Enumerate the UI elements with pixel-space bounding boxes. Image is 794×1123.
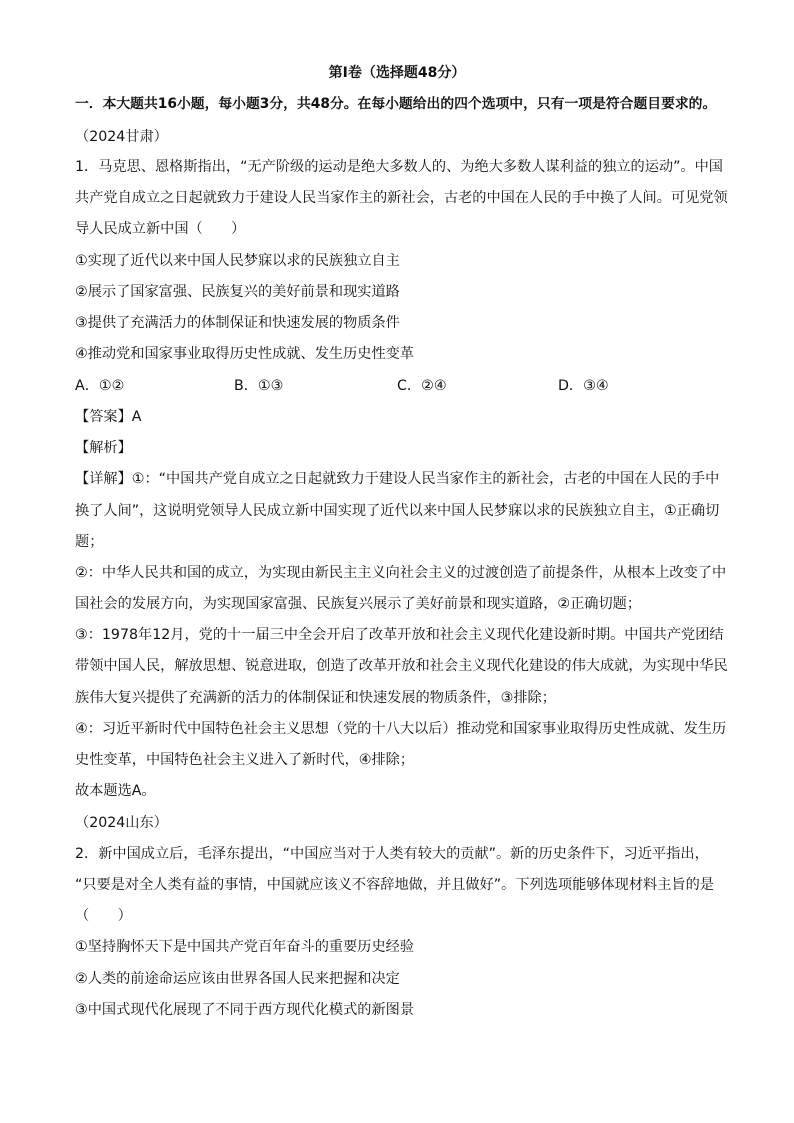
q1-stem-line: 共产党自成立之日起就致力于建设人民当家作主的新社会，古老的中国在人民的手中换了人间。可见党领 <box>75 190 728 206</box>
q1-option-a: A．①② <box>75 378 125 394</box>
q1-statement: ④推动党和国家事业取得历史性成就、发生历史性变革 <box>75 346 415 362</box>
q1-statement: ①实现了近代以来中国人民梦寐以求的民族独立自主 <box>75 253 400 269</box>
q1-option-d: D．③④ <box>558 378 609 394</box>
q1-analysis-line: 换了人间”，这说明党领导人民成立新中国实现了近代以来中国人民梦寐以求的民族独立自主，①正确切 <box>75 503 720 519</box>
q1-option-c: C．②④ <box>397 378 447 394</box>
q1-stem-line: 导人民成立新中国（ ） <box>75 221 246 237</box>
q2-stem-line: “只要是对全人类有益的事情，中国就应该义不容辞地做，并且做好”。下列选项能够体现材料主旨的是 <box>75 877 714 893</box>
q1-answer: 【答案】A <box>75 409 142 425</box>
q1-option-b: B．①③ <box>234 378 284 394</box>
q1-analysis-line: ④：习近平新时代中国特色社会主义思想（党的十八大以后）推动党和国家事业取得历史性成就、发生历 <box>75 721 727 737</box>
q1-analysis-line: 故本题选A。 <box>75 783 156 799</box>
q1-analysis-line: ③：1978年12月，党的十一届三中全会开启了改革开放和社会主义现代化建设新时期。中国共产党团结 <box>75 627 724 643</box>
q1-statement: ③提供了充满活力的体制保证和快速发展的物质条件 <box>75 315 400 331</box>
q1-analysis-line: 题； <box>75 534 104 550</box>
q1-analysis-line: 族伟大复兴提供了充满新的活力的体制保证和快速发展的物质条件，③排除； <box>75 690 556 706</box>
q1-analysis-line: 国社会的发展方向，为实现国家富强、民族复兴展示了美好前景和现实道路，②正确切题； <box>75 596 642 612</box>
section-title: 第Ⅰ卷（选择题48分） <box>328 65 466 81</box>
q1-analysis-line: 【详解】①：“中国共产党自成立之日起就致力于建设人民当家作主的新社会，古老的中国在人民的手中 <box>75 471 720 487</box>
q1-analysis-line: 带领中国人民，解放思想、锐意进取，创造了改革开放和社会主义现代化建设的伟大成就，为实现中华民 <box>75 658 728 674</box>
q2-stem-line: 2．新中国成立后，毛泽东提出，“中国应当对于人类有较大的贡献”。新的历史条件下，习近平指出， <box>75 846 709 862</box>
q1-statement: ②展示了国家富强、民族复兴的美好前景和现实道路 <box>75 284 400 300</box>
q2-statement: ①坚持胸怀天下是中国共产党百年奋斗的重要历史经验 <box>75 939 415 955</box>
instruction: 一．本大题共16小题，每小题3分，共48分。在每小题给出的四个选项中，只有一项是符合题目要求的。 <box>75 96 717 112</box>
q1-stem-line: 1．马克思、恩格斯指出，“无产阶级的运动是绝大多数人的、为绝大多数人谋利益的独立的运动”。中国 <box>75 159 723 175</box>
q2-stem-line: （ ） <box>75 908 132 924</box>
q2-statement: ②人类的前途命运应该由世界各国人民来把握和决定 <box>75 971 400 987</box>
q2-statement: ③中国式现代化展现了不同于西方现代化模式的新图景 <box>75 1002 415 1018</box>
q1-analysis-line: ②：中华人民共和国的成立，为实现由新民主主义向社会主义的过渡创造了前提条件，从根本上改变了中 <box>75 565 727 581</box>
q1-source: （2024甘肃） <box>75 129 168 145</box>
q1-analysis-label: 【解析】 <box>75 440 132 456</box>
q2-source: （2024山东） <box>75 815 168 831</box>
q1-analysis-line: 史性变革，中国特色社会主义进入了新时代，④排除； <box>75 752 415 768</box>
